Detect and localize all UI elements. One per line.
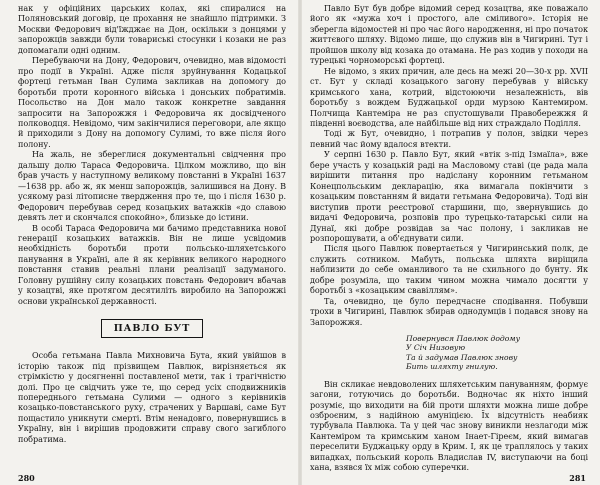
right-paragraph-3: Тоді ж Бут, очевидно, і потрапив у полон, звідки через певний час йому вдалося втекти. (310, 128, 588, 149)
right-paragraph-4: У серпні 1630 р. Павло Бут, який «втік з-під Ізмаїла», вже бере участь у козацькій раді на Масловому ставі (це рада мала вирішити питання про надіслану коронним гетьманом Конецпольським декларацію, яка вимагала покінчити з козацьким повстанням й видати гетьмана Федоровича). Тоді він виступив проти реєстрової старшини, що, звернувшись до видачі Федоровича, розповів про турецько-татарські сили на Дунаї, які добре розвідав за час полону, і закликав не розпорошувати, а об'єднувати сили. (310, 149, 588, 243)
verse-line-4: Бить шляхту гнилую. (406, 362, 498, 372)
right-text-column (310, 3, 588, 473)
folk-verse (406, 334, 588, 372)
section-heading-wrapper (18, 316, 286, 338)
right-paragraph-5: Після цього Павлюк повертається у Чигиринський полк, де служить сотником. Мабуть, польська шляхта виріщила наблизити до себе оманливого та не схильного до бунту. Як добре розуміла, що таким чином можна чимало досягти у боротьбі з «козацьким свавіллям». (310, 243, 588, 296)
verse-line-1: Повернувся Павлюк додому (406, 334, 520, 344)
right-bottom-paragraph-1: Він скликає невдоволених шляхетським пануванням, формує загони, готуючись до боротьби. Водночас як ніхто інший розуміє, що виходити на бій проти шляхти можна лише добре озброєним, з надійною амуніцією. Їх відсутність неабияк турбувала Павлюка. Та у цей час знову виникли незлагоди між Кантеміром та кримським ханом Інает-Гіреєм, який вимагав переселити Буджацьку орду в Крим. І, як це траплялось у таких випадках, польський король Владислав IV, виступаючи на боці хана, взявся їх між собою суперечки. (310, 378, 588, 473)
left-page-number: 280 (18, 473, 35, 483)
left-bottom-paragraph-1: Особа гетьмана Павла Михновича Бута, який увійшов в історію також під прізвищем Павлюк, вирізняється як стрімкістю у досягненні поставленої мети, так і трагічністю долі. Про це свідчить уже те, що серед усіх сподвижників попереднього гетьмана Сулими — одного з керівників козацько-повстанського руху, страчених у Варшаві, саме Бут пощастило уникнути смерті. Втім ненадовго, повернувшись в Україну, він і вирішив продовжити справу свого загиблого побратима. (18, 350, 286, 444)
right-page-number: 281 (569, 473, 586, 483)
verse-line-2: У Січ Низовую (406, 343, 466, 353)
left-paragraph-4: В особі Тараса Федоровича ми бачимо представника нової генерації козацьких ватажків. Він не лише усвідомив необхідність боротьби проти польсько-шляхетського панування в Україні, але й як керівник великого народного повстання ставив реальні плани реалізації задуманого. Головну рушійну силу козацьких повстань Федорович вбачав у козацтві, яке протягом десятиліть виробило на Запорожжі основи української державності. (18, 222, 286, 306)
right-paragraph-2: Не відомо, з яких причин, але десь на межі 20—30-х рр. XVII ст. Бут у складі козацького загону перебував у війську кримського хана, котрий, відстоюючи незалежність, вів боротьбу з вождем Буджацької орди мурзою Кантемиром. Полчища Кантеміра не раз спустошували Правобережжя й південні воєводства, але найбільше від них страждало Поділля. (310, 65, 588, 128)
right-paragraph-1: Павло Бут був добре відомий серед козацтва, яке поважало його як «мужа хоч і простого, але сміливого». Історія не зберегла відомостей ні про час його народження, ні про початок життєвого шляху. Відомо лише, що служив він в Чигирині. Тут і пройшов школу від козака до отамана. Не раз ходив у походи на турецькі чорноморські фортеці. (310, 3, 588, 66)
right-paragraph-6: Та, очевидно, це було передчасне сподівання. Побувши трохи в Чигирині, Павлюк збирав однодумців і подався знову на Запорожжя. (310, 295, 588, 327)
left-paragraph-2: Перебуваючи на Дону, Федорович, очевидно, мав відомості про події в Україні. Адже після зруйнування Кодацької фортеці гетьман Іван Сулима закликав на допомогу до боротьби проти коронного війська і донських побратимів. Посольство на Дон мало також конкретне завдання запросити на Запорожжя і Федоровича як досвідченого полководця. Невідомо, чим закінчилися переговори, але якщо й приходили з Дону на допомогу Сулимі, то вже після його полону. (18, 55, 286, 149)
left-page (0, 0, 298, 485)
right-page (302, 0, 600, 485)
left-paragraph-1: нак у офіційних царських колах, які спиралися на Поляновський договір, це прохання не знайшло підтримки. З Москви Федорович від'їжджає на Дон, оскільки з донцями у запорожців завжди були товариські стосунки і козаки не раз допомагали одні одним. (18, 3, 286, 55)
verse-line-3: Та й задумав Павлюк знову (406, 352, 518, 362)
left-paragraph-3: На жаль, не збереглися документальні свідчення про дальшу долю Тараса Федоровича. Цілком можливо, що він брав участь у наступному великому повстанні в Україні 1637—1638 рр. або ж, як менш запорожців, залишився на Дону. В усякому разі літописне твердження про те, що і після 1630 р. Федорович перебував серед козацьких ватажків «до славою девять лет и скончался спокойно», близьке до істини. (18, 149, 286, 223)
section-heading: ПАВЛО БУТ (101, 319, 204, 338)
left-text-column (18, 3, 286, 444)
